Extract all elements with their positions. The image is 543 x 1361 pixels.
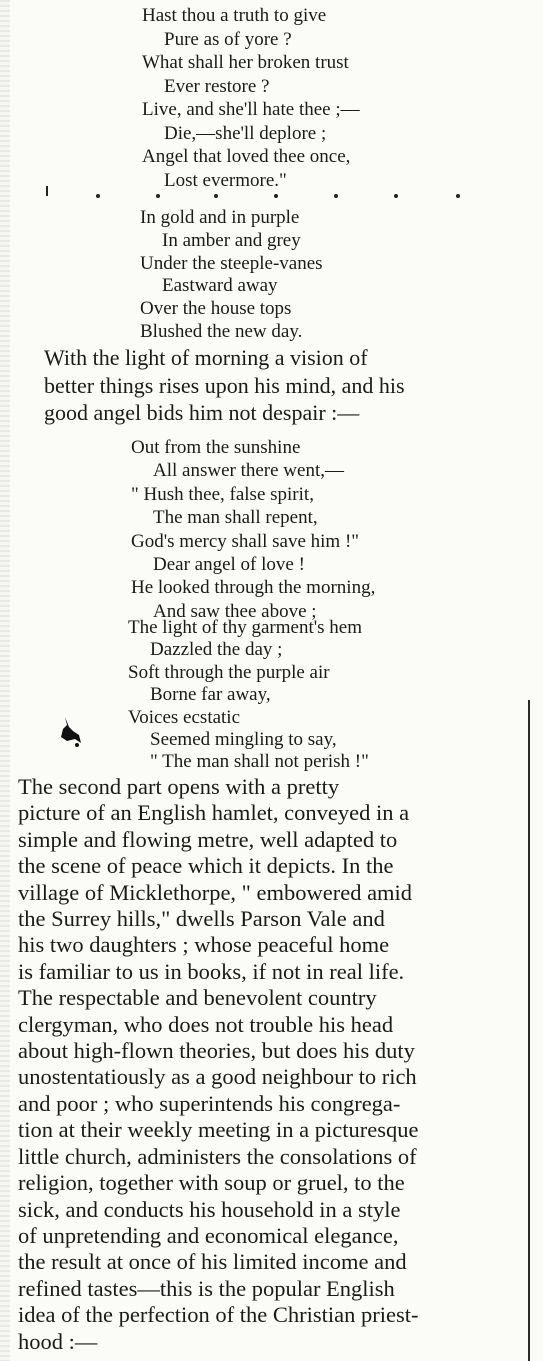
paragraph-line: the result at once of his limited income and: [18, 1249, 407, 1275]
paragraph-line: the Surrey hills," dwells Parson Vale and: [18, 906, 385, 932]
poem-stanza-3: [131, 436, 375, 623]
paragraph-line: good angel bids him not despair :—: [44, 400, 360, 425]
verse-line: Live, and she'll hate thee ;—: [142, 99, 360, 120]
paragraph-line: is familiar to us in books, if not in real life.: [18, 958, 405, 984]
paragraph-2: [18, 774, 526, 1355]
verse-line: Pure as of yore ?: [164, 28, 292, 50]
paragraph-line: hood :—: [18, 1328, 98, 1354]
paragraph-1: [44, 344, 540, 427]
verse-line: Lost evermore.": [164, 169, 287, 191]
paragraph-line: idea of the perfection of the Christian priest-: [18, 1302, 419, 1328]
paragraph-line: simple and flowing metre, well adapted to: [18, 826, 398, 852]
verse-line: Ever restore ?: [164, 75, 270, 97]
torn-page-edge: [0, 0, 10, 1361]
verse-line: Voices ecstatic: [128, 706, 241, 728]
paragraph-line: of unpretending and economical elegance,: [18, 1222, 399, 1248]
verse-line: All answer there went,—: [153, 460, 344, 482]
verse-line: " Hush thee, false spirit,: [131, 483, 314, 505]
verse-line: And saw thee above ;: [153, 600, 317, 622]
paragraph-line: better things rises upon his mind, and his: [44, 372, 405, 398]
paragraph-line: tion at their weekly meeting in a picturesque: [18, 1117, 419, 1143]
verse-line: Die,—she'll deplore ;: [164, 122, 327, 144]
paragraph-line: his two daughters ; whose peaceful home: [18, 932, 390, 958]
verse-line: Over the house tops: [140, 298, 292, 320]
verse-line: Under the steeple-vanes: [140, 252, 323, 274]
verse-line: Blushed the new day.: [140, 320, 303, 342]
verse-line: Dear angel of love !: [153, 554, 305, 576]
ink-blot-icon: [55, 715, 87, 751]
verse-line: In gold and in purple: [140, 207, 300, 228]
column-rule: [528, 700, 530, 1361]
paragraph-line: little church, administers the consolations of: [18, 1143, 417, 1169]
verse-line: Soft through the purple air: [128, 661, 330, 683]
paragraph-line: about high-flown theories, but does his duty: [18, 1038, 415, 1064]
verse-line: Seemed mingling to say,: [150, 729, 337, 751]
paragraph-line: clergyman, who does not trouble his head: [18, 1011, 394, 1037]
paragraph-line: With the light of morning a vision of: [44, 345, 368, 370]
paragraph-line: village of Micklethorpe, " embowered amid: [18, 879, 413, 905]
verse-line: The man shall repent,: [153, 507, 318, 529]
verse-line: God's mercy shall save him !": [131, 530, 360, 552]
verse-line: Angel that loved thee once,: [142, 146, 351, 167]
verse-line: " The man shall not perish !": [150, 751, 369, 773]
verse-line: Out from the sunshine: [131, 437, 301, 458]
verse-line: Dazzled the day ;: [150, 639, 283, 661]
verse-line: Hast thou a truth to give: [142, 5, 327, 26]
paragraph-line: refined tastes—this is the popular English: [18, 1275, 395, 1301]
verse-line: In amber and grey: [162, 229, 301, 251]
verse-line: Borne far away,: [150, 684, 271, 706]
verse-line: He looked through the morning,: [131, 577, 376, 599]
paragraph-line: The second part opens with a pretty: [18, 774, 340, 799]
poem-stanza-1: [142, 4, 360, 192]
paragraph-line: and poor ; who superintends his congrega-: [18, 1090, 401, 1116]
paragraph-line: religion, together with soup or gruel, to the: [18, 1170, 405, 1196]
verse-line: The light of thy garment's hem: [128, 617, 363, 638]
paragraph-line: the scene of peace which it depicts. In the: [18, 853, 394, 879]
paragraph-line: The respectable and benevolent country: [18, 985, 377, 1011]
poem-stanza-2: [140, 207, 323, 344]
poem-stanza-4: [128, 617, 369, 774]
verse-line: What shall her broken trust: [142, 52, 349, 73]
paragraph-line: sick, and conducts his household in a style: [18, 1196, 401, 1222]
paragraph-line: unostentatiously as a good neighbour to rich: [18, 1064, 417, 1090]
verse-line: Eastward away: [162, 275, 278, 297]
paragraph-line: picture of an English hamlet, conveyed in a: [18, 800, 410, 826]
